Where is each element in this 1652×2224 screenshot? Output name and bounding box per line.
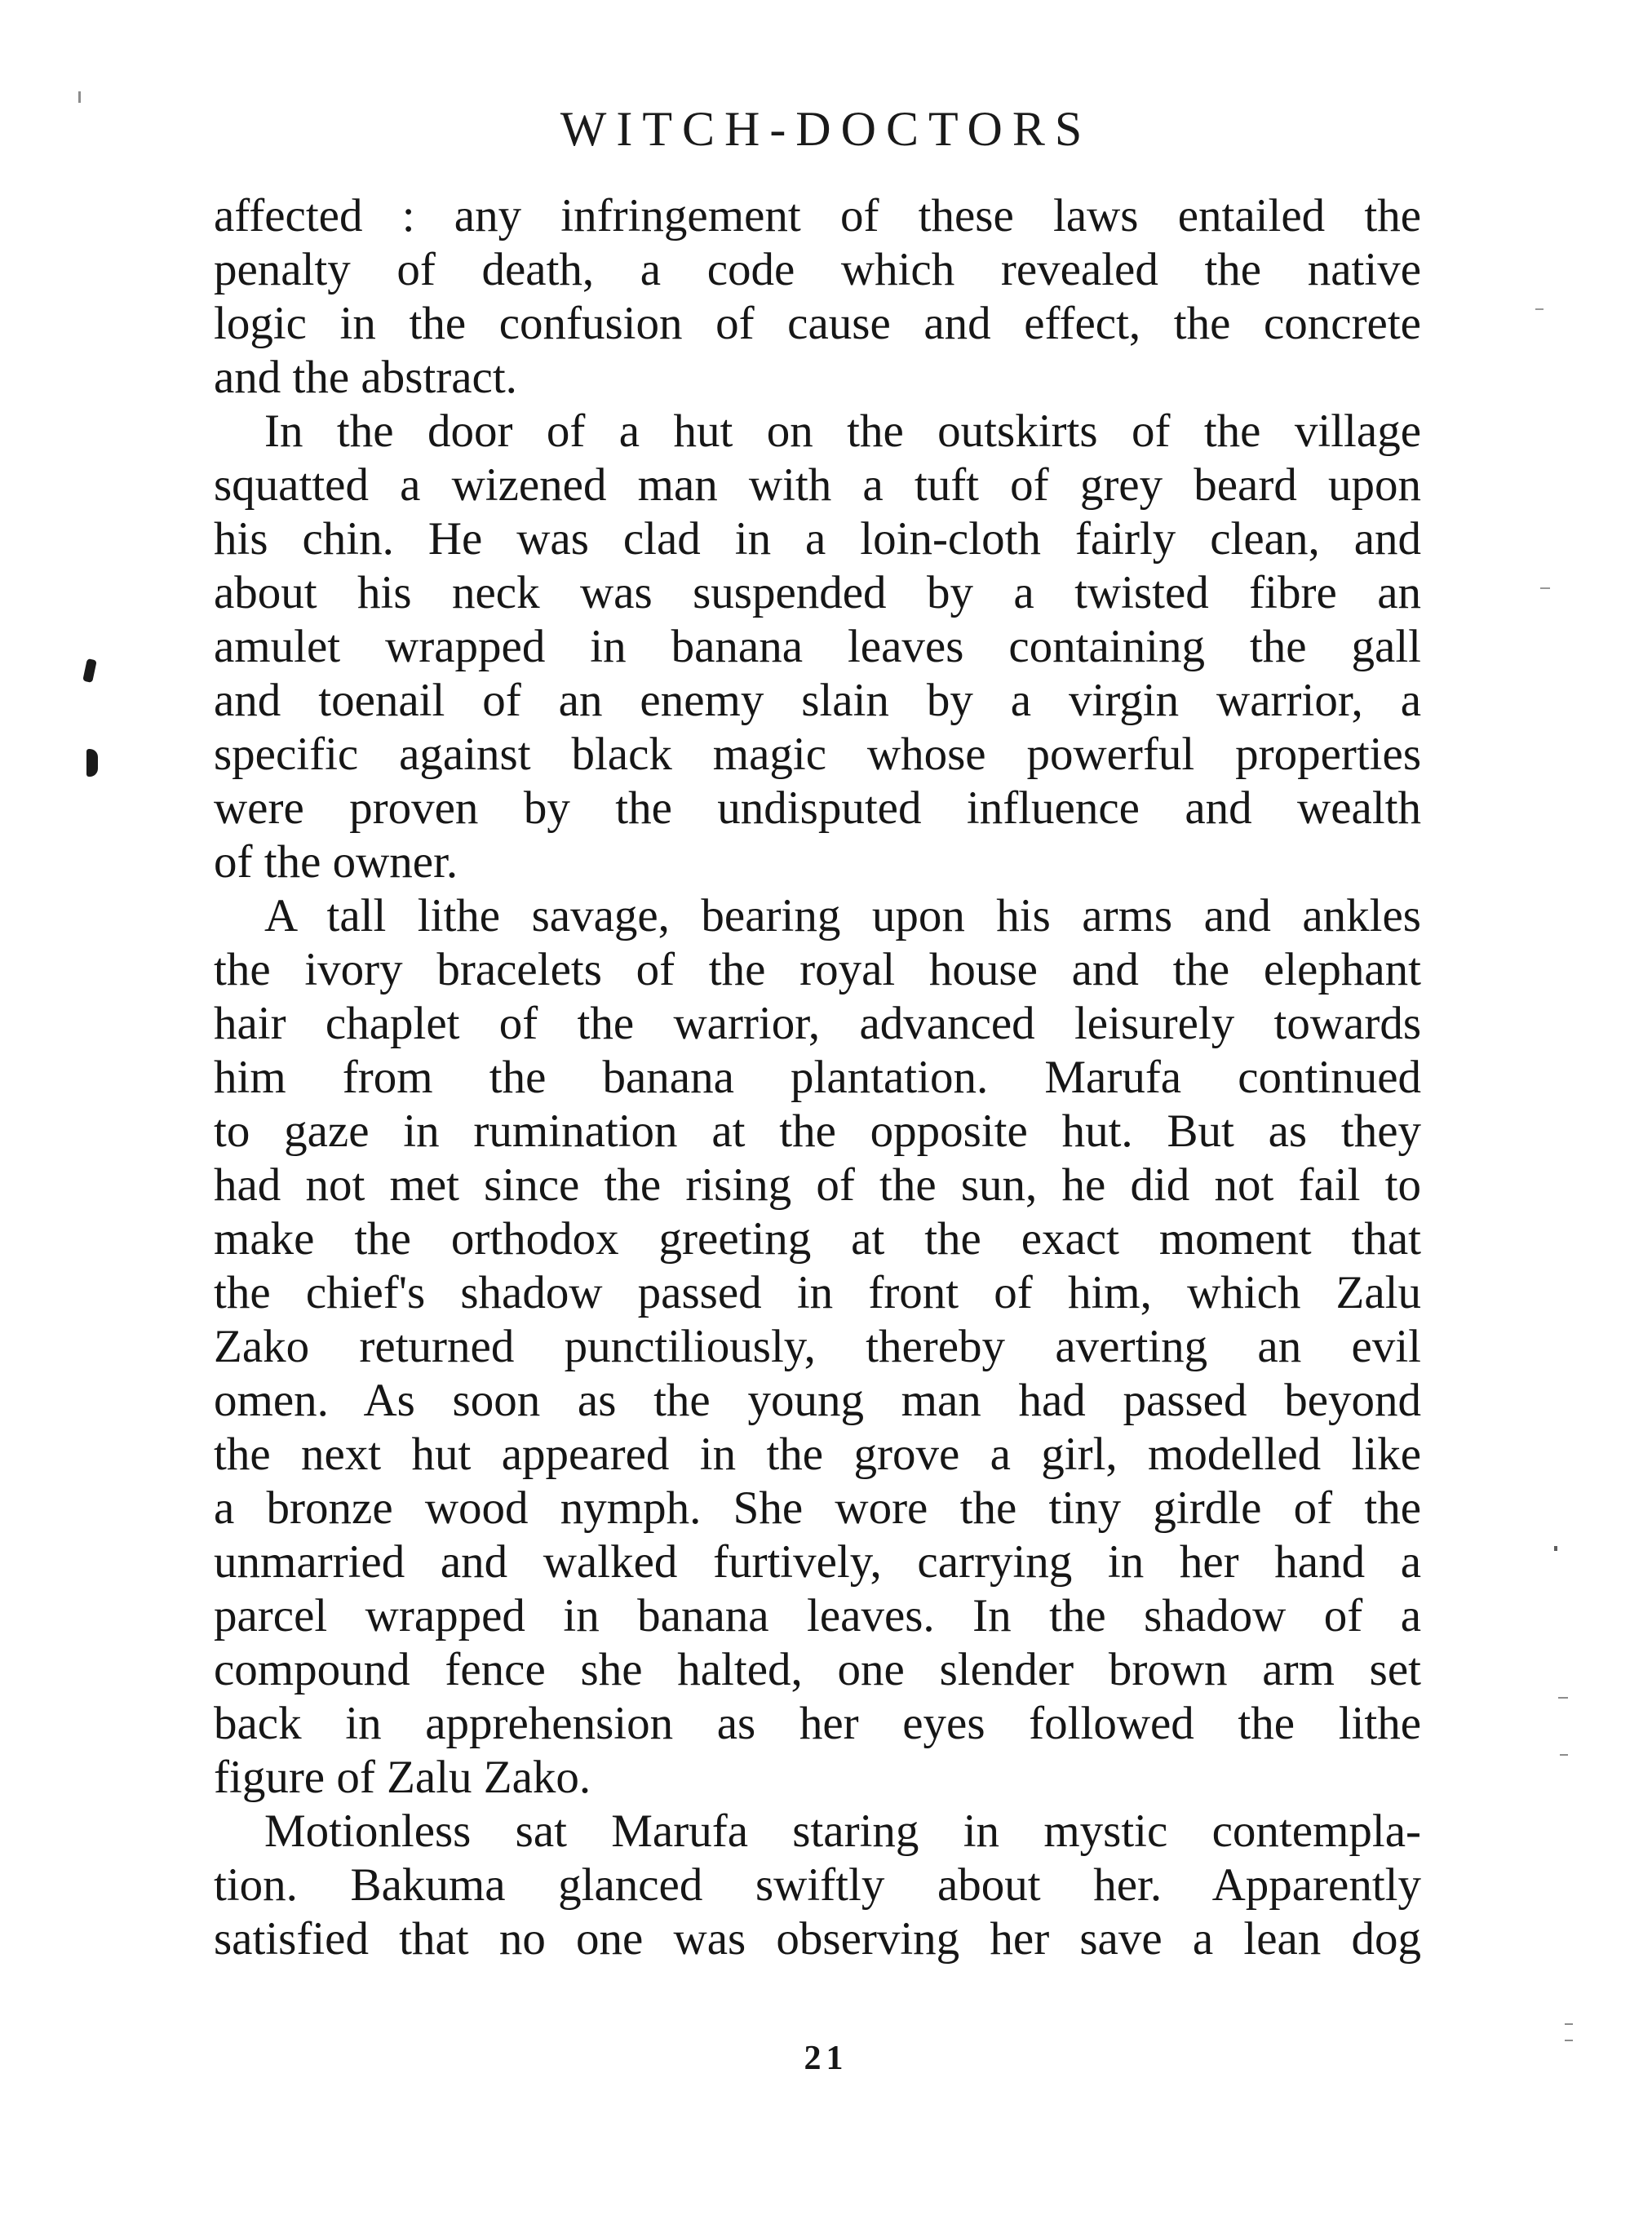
text-line: squatted a wizened man with a tuft of grey beard upon [214, 459, 1421, 511]
text-line: penalty of death, a code which revealed the native [214, 244, 1421, 295]
text-line: Motionless sat Marufa staring in mystic contempla- [264, 1805, 1421, 1857]
scan-speck [1565, 2023, 1573, 2025]
scan-mark [78, 91, 81, 103]
text-line: amulet wrapped in banana leaves containing the gall [214, 621, 1421, 672]
text-line: Zako returned punctiliously, thereby averting an evil [214, 1321, 1421, 1372]
running-head: WITCH-DOCTORS [560, 102, 1092, 156]
text-line: omen. As soon as the young man had passed beyond [214, 1375, 1421, 1426]
text-line: back in apprehension as her eyes followed the lithe [214, 1698, 1421, 1749]
text-line: tion. Bakuma glanced swiftly about her. Apparently [214, 1859, 1421, 1911]
text-line: the chief's shadow passed in front of him, which Zalu [214, 1267, 1421, 1318]
text-line: a bronze wood nymph. She wore the tiny girdle of the [214, 1482, 1421, 1534]
scan-mark [82, 658, 97, 683]
text-line: parcel wrapped in banana leaves. In the shadow of a [214, 1590, 1421, 1641]
text-line: were proven by the undisputed influence and wealth [214, 782, 1421, 834]
text-line: specific against black magic whose powerful properties [214, 729, 1421, 780]
text-line: make the orthodox greeting at the exact moment that [214, 1213, 1421, 1265]
body-text [214, 189, 1421, 1966]
text-line: In the door of a hut on the outskirts of the village [264, 405, 1421, 457]
text-line: about his neck was suspended by a twisted fibre an [214, 567, 1421, 618]
scan-speck [1540, 587, 1550, 589]
text-line: affected : any infringement of these laws entailed the [214, 190, 1421, 241]
text-line: had not met since the rising of the sun, he did not fail to [214, 1159, 1421, 1211]
scan-speck [1535, 308, 1543, 310]
text-line: him from the banana plantation. Marufa continued [214, 1052, 1421, 1103]
text-line: satisfied that no one was observing her save a lean dog [214, 1913, 1421, 1965]
text-line: and toenail of an enemy slain by a virgin warrior, a [214, 675, 1421, 726]
text-line: hair chaplet of the warrior, advanced leisurely towards [214, 998, 1421, 1049]
scan-speck [1560, 1754, 1568, 1756]
text-line: to gaze in rumination at the opposite hut. But as they [214, 1105, 1421, 1157]
text-line: the next hut appeared in the grove a girl, modelled like [214, 1429, 1421, 1480]
scan-speck [1554, 1546, 1557, 1551]
text-line: logic in the confusion of cause and effect, the concrete [214, 298, 1421, 349]
scan-speck [1565, 2040, 1573, 2041]
text-line: the ivory bracelets of the royal house and the elephant [214, 944, 1421, 995]
text-line: his chin. He was clad in a loin-cloth fairly clean, and [214, 513, 1421, 565]
page-number: 21 [804, 2040, 848, 2077]
text-line: unmarried and walked furtively, carrying in her hand a [214, 1536, 1421, 1588]
scan-mark [86, 749, 98, 777]
text-line: compound fence she halted, one slender brown arm set [214, 1644, 1421, 1695]
text-line: figure of Zalu Zako. [214, 1752, 591, 1803]
text-line: A tall lithe savage, bearing upon his arms and ankles [264, 890, 1421, 941]
scan-speck [1558, 1697, 1568, 1699]
text-line: of the owner. [214, 836, 458, 888]
text-line: and the abstract. [214, 352, 517, 403]
